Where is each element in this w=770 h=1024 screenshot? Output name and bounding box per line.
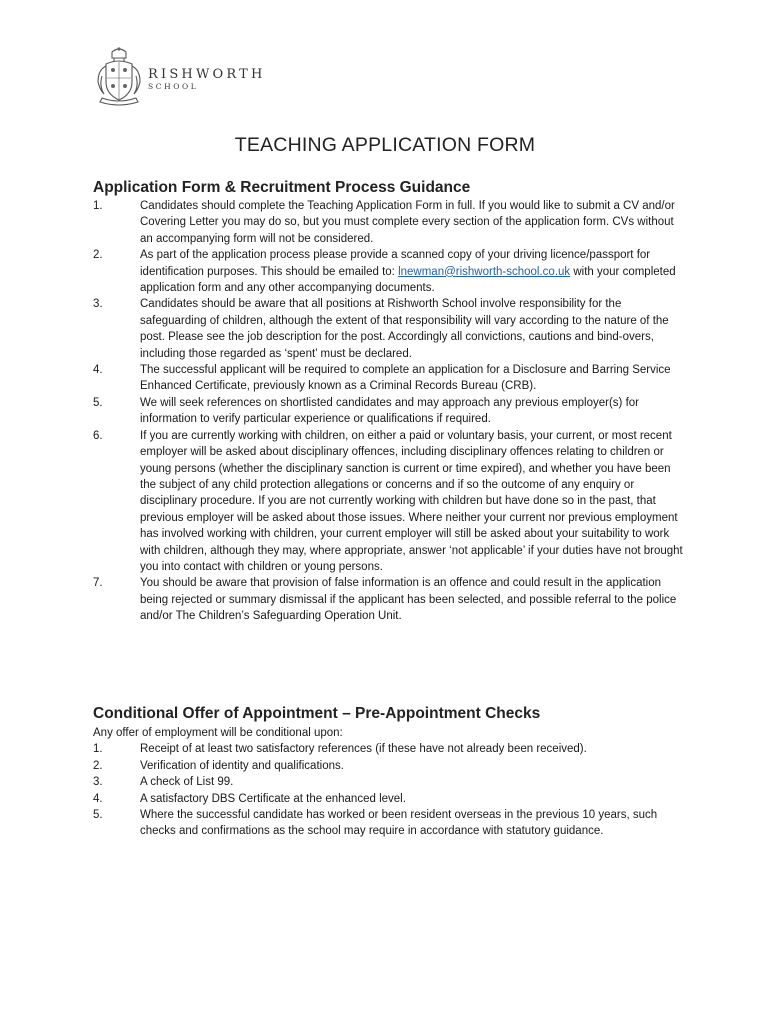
list-item — [93, 774, 683, 790]
item-number: 1. — [93, 200, 103, 212]
item-number: 4. — [93, 364, 103, 377]
item-text: The successful applicant will be required to complete an application for a Disclosure and Barring Service Enhanced Certificate, previously known as a Criminal Records Bureau (CRB). — [140, 364, 671, 393]
item-text: You should be aware that provision of false information is an offence and could result in the application being rejected or summary dismissal if the applicant has been selected, and possible referral to the police and/or The Children’s Safeguarding Operation Unit. — [140, 577, 677, 623]
list-item — [93, 807, 683, 840]
school-name: RISHWORTH — [148, 66, 266, 82]
item-text: Candidates should be aware that all positions at Rishworth School involve responsibility for the safeguarding of children, although the extent of that responsibility will vary according to the nature of the post. Please see the job description for the post. Accordingly all convictions, cautions and bind-overs, including those regarded as ‘spent’ must be declared. — [140, 298, 669, 360]
item-text: We will seek references on shortlisted candidates and may approach any previous employer(s) for information to verify particular experience or qualifications if required. — [140, 396, 640, 426]
list-item — [93, 575, 683, 624]
email-link[interactable]: lnewman@rishworth-school.co.uk — [398, 265, 571, 278]
guidance-section — [93, 178, 683, 625]
list-item — [93, 741, 683, 757]
item-text: Candidates should complete the Teaching Application Form in full. If you would like to submit a CV and/or Covering Letter you may do so, but you must complete every section of the application form. CVs without an accompanying form will not be considered. — [140, 200, 675, 245]
school-crest-icon — [92, 44, 146, 108]
item-number: 4. — [93, 792, 103, 805]
conditional-intro: Any offer of employment will be conditional upon: — [93, 727, 343, 739]
item-number: 2. — [93, 249, 103, 262]
school-subtitle: SCHOOL — [148, 81, 199, 91]
item-text: If you are currently working with children, on either a paid or voluntary basis, your current, or most recent employer will be asked about disciplinary offences, including disciplinary offences relating to children or young persons (whether the disciplinary sanction is current or time expired), and whether you have been the subject of any child protection allegations or concerns and if so the outcome of any enquiry or disciplinary procedure. If you are not currently working with children but have done so in the past, that previous employer will be asked about those issues. Where neither your current nor previous employment has involved working with children, your current employer will still be asked about your suitability to work with children, although they may, where appropriate, answer ‘not applicable’ if your duties have not brought you into contact with children or young persons. — [140, 429, 683, 573]
item-number: 1. — [93, 743, 103, 756]
item-text: Receipt of at least two satisfactory references (if these have not already been received). — [140, 743, 587, 756]
item-text: A check of List 99. — [140, 776, 234, 789]
conditional-heading: Conditional Offer of Appointment – Pre-Appointment Checks — [93, 705, 541, 722]
guidance-heading: Application Form & Recruitment Process Guidance — [93, 179, 471, 196]
list-item — [93, 296, 683, 362]
school-logo — [92, 44, 266, 108]
list-item — [93, 758, 683, 774]
page-title: TEACHING APPLICATION FORM — [234, 134, 536, 156]
item-number: 3. — [93, 298, 103, 311]
item-text: Where the successful candidate has worked or been resident overseas in the previous 10 years, such checks and confirmations as the school may require in accordance with statutory guidance. — [140, 809, 658, 838]
item-text: Verification of identity and qualifications. — [140, 759, 344, 772]
item-number: 3. — [93, 776, 103, 789]
item-text: A satisfactory DBS Certificate at the enhanced level. — [140, 792, 406, 805]
conditional-section — [93, 704, 683, 840]
item-text-after: with your completed application form and any other accompanying documents. — [140, 265, 676, 295]
conditional-list — [93, 741, 683, 839]
item-number: 2. — [93, 759, 103, 772]
item-text — [140, 247, 683, 296]
item-number: 5. — [93, 396, 103, 409]
list-item — [93, 395, 683, 428]
item-number: 7. — [93, 577, 103, 590]
list-item — [93, 362, 683, 395]
item-number: 5. — [93, 809, 103, 822]
list-item — [93, 247, 683, 296]
list-item — [93, 428, 683, 576]
list-item — [93, 198, 683, 247]
guidance-list — [93, 198, 683, 625]
item-text-before: As part of the application process please provide a scanned copy of your driving licence/passport for identification purposes. This should be emailed to: — [140, 249, 651, 278]
list-item — [93, 791, 683, 807]
item-number: 6. — [93, 429, 103, 442]
